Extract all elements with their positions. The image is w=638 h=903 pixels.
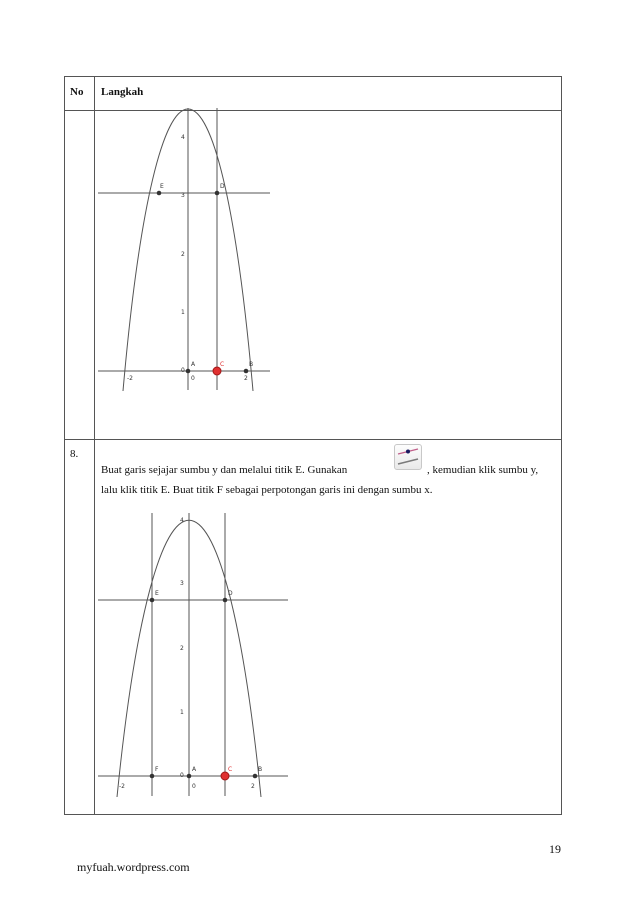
point-d: [215, 191, 220, 196]
x-tick-0: 0: [191, 375, 195, 382]
label-c: C: [220, 361, 225, 368]
label-c: C: [228, 766, 233, 773]
point-c: [213, 367, 221, 375]
step-text-line1-part1: Buat garis sejajar sumbu y dan melalui titik E. Gunakan: [101, 464, 348, 476]
y-tick-0: 0: [181, 367, 185, 374]
point-a: [187, 774, 192, 779]
label-d: D: [220, 183, 225, 190]
label-a: A: [191, 361, 196, 368]
x-tick-2: 2: [244, 375, 248, 382]
table-row-divider: [65, 439, 561, 440]
y-tick-0: 0: [180, 772, 184, 779]
y-tick-1: 1: [180, 709, 184, 716]
point-b: [244, 369, 249, 374]
footer-site: myfuah.wordpress.com: [77, 860, 190, 874]
header-langkah: Langkah: [101, 86, 144, 98]
point-a: [186, 369, 191, 374]
y-tick-1: 1: [181, 309, 185, 316]
x-tick-neg2: -2: [127, 375, 133, 382]
label-d: D: [228, 590, 233, 597]
parallel-line-tool-icon: [394, 444, 422, 470]
y-tick-2: 2: [180, 645, 184, 652]
page-number: 19: [549, 842, 561, 856]
label-a: A: [192, 766, 197, 773]
label-e: E: [160, 183, 164, 190]
y-tick-4: 4: [181, 134, 185, 141]
step-text-line1-part2: , kemudian klik sumbu y,: [427, 464, 539, 476]
point-f: [150, 774, 155, 779]
point-d: [223, 598, 228, 603]
label-e: E: [155, 590, 159, 597]
point-c: [221, 772, 229, 780]
table-column-divider: [94, 77, 95, 814]
y-tick-2: 2: [181, 251, 185, 258]
y-tick-3: 3: [181, 192, 185, 199]
step-number: 8.: [70, 448, 79, 460]
parabola-graph-2: [98, 513, 290, 797]
x-tick-2: 2: [251, 783, 255, 790]
point-b: [253, 774, 258, 779]
point-e: [157, 191, 162, 196]
y-tick-3: 3: [180, 580, 184, 587]
parabola-graph-1: [98, 105, 273, 395]
label-f: F: [155, 766, 159, 773]
step-text-line2: lalu klik titik E. Buat titik F sebagai perpotongan garis ini dengan sumbu x.: [101, 484, 433, 496]
label-b: B: [249, 361, 254, 368]
header-no: No: [70, 86, 84, 98]
point-e: [150, 598, 155, 603]
y-tick-4: 4: [180, 517, 184, 524]
x-tick-0: 0: [192, 783, 196, 790]
x-tick-neg2: -2: [119, 783, 125, 790]
label-b: B: [258, 766, 263, 773]
